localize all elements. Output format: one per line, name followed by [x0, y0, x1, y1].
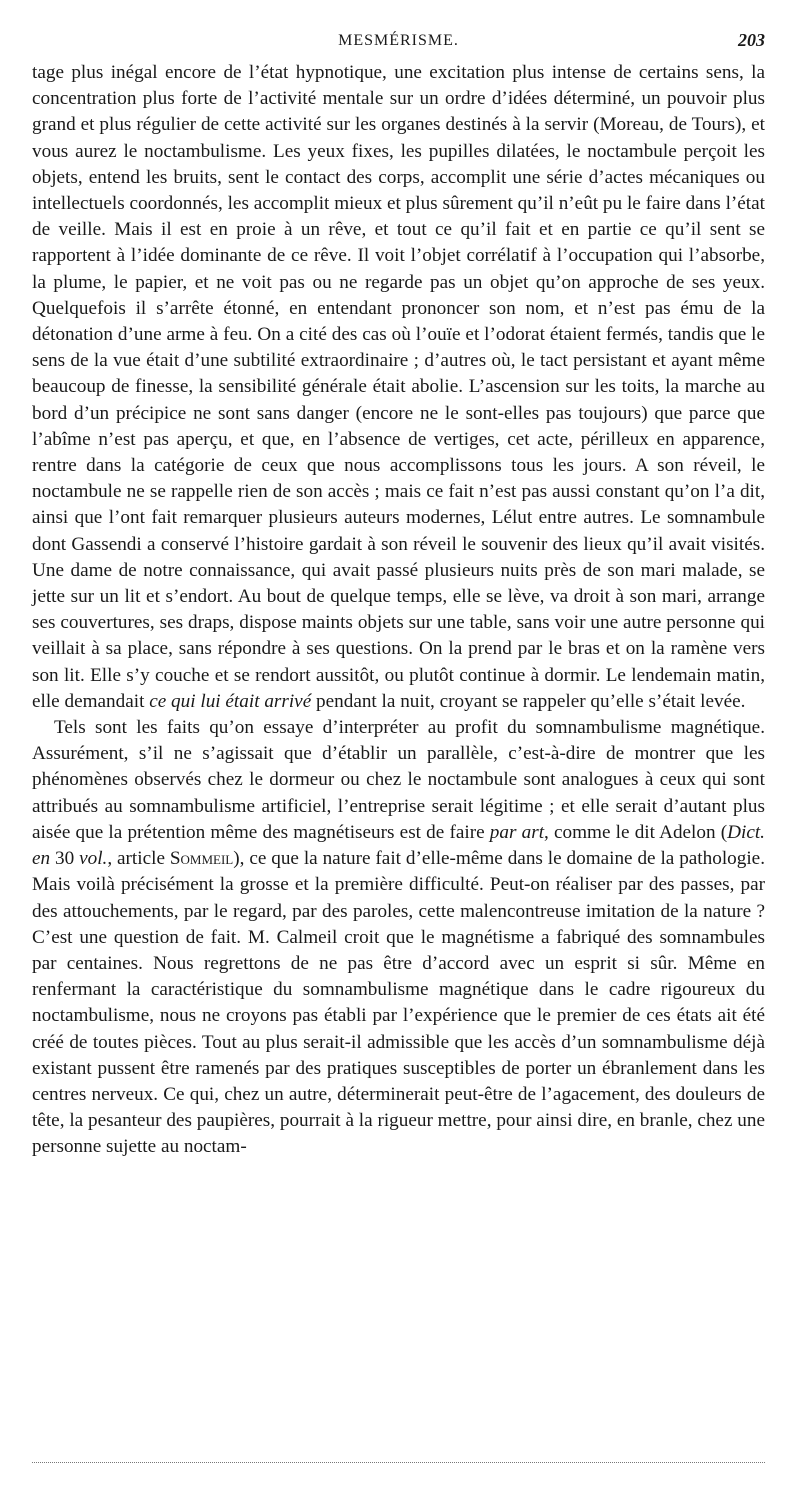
paragraph-1 — [32, 60, 765, 715]
text-segment: 30 — [50, 848, 80, 870]
running-title: MESMÉRISME. — [338, 32, 459, 49]
italic-phrase: par art — [489, 821, 545, 843]
text-segment: Tels sont les faits qu’on essaye d’interpréter au profit du somnambulisme magnétique. Assurément, s’il ne s’agissait que d’établir un parallèle, c’est-à-dire de montrer que les phénomènes observés chez le dormeur ou chez le noctambule sont analogues à ceux qui sont attribués au somnambulisme artificiel, l’entreprise serait légitime ; et elle serait d’autant plus aisée que la prétention même des magnétiseurs est de faire — [32, 717, 765, 843]
text-segment: ), ce que la nature fait d’elle-même dans le domaine de la pathologie. Mais voilà précisément la grosse et la première difficulté. Peut-on réaliser par des passes, par des attouchements, par le regard, par des paroles, cette malencontreuse imitation de la nature ? C’est une question de fait. M. Calmeil croit que le magnétisme a fabriqué des somnambules par centaines. Nous regrettons de ne pas être d’accord avec un esprit si sûr. Même en renfermant la caractéristique du somnambulisme magnétique dans le cadre rigoureux du noctambulisme, nous ne croyons pas établi par l’expérience que le premier de ces états ait été créé de toutes pièces. Tout au plus serait-il admissible que les accès d’un somnambulisme déjà existant pussent être ramenés par des pratiques susceptibles de porter un ébranlement dans les centres nerveux. Ce qui, chez un autre, déterminerait peut-être de l’agacement, des douleurs de tête, la pesanteur des paupières, pourrait à la rigueur mettre, pour ainsi dire, en branle, chez une personne sujette au noctam- — [32, 848, 765, 1158]
page-number: 203 — [738, 30, 765, 50]
text-segment: pendant la nuit, croyant se rappeler qu’elle s’était levée. — [311, 690, 746, 712]
italic-phrase: Dict. en — [32, 821, 765, 870]
italic-phrase: vol. — [79, 848, 108, 870]
smallcaps-term: Sommeil — [169, 848, 234, 870]
page-header — [32, 30, 765, 56]
text-segment: , comme le dit Adelon ( — [544, 821, 728, 843]
text-segment: tage plus inégal encore de l’état hypnotique, une excitation plus intense de certains sens, la concentration plus forte de l’activité mentale sur un ordre d’idées déterminé, un pouvoir plus grand et plus régulier de cette activité sur les organes destinés à la servir (Moreau, de Tours), et vous aurez le noctambulisme. Les yeux fixes, les pupilles dilatées, le noctambule perçoit les objets, entend les bruits, sent le contact des corps, accomplit une série d’actes mécaniques ou intellectuels coordonnés, les accomplit mieux et plus sûrement qu’il n’eût pu le faire dans l’état de veille. Mais il est en proie à un rêve, et tout ce qu’il fait et en partie ce qu’il sent se rapportent à l’idée dominante de ce rêve. Il voit l’objet corrélatif à l’occupation qui l’absorbe, la plume, le papier, et ne voit pas ou ne regarde pas un objet qu’on approche de ses yeux. Quelquefois il s’arrête étonné, en entendant prononcer son nom, et n’est pas ému de la détonation d’une arme à feu. On a cité des cas où l’ouïe et l’odorat étaient fermés, tandis que le sens de la vue était d’une subtilité extraordinaire ; d’autres où, le tact persistant et ayant même beaucoup de finesse, la sensibilité générale était abolie. L’ascension sur les toits, la marche au bord d’un précipice ne sont sans danger (encore ne le sont-elles pas toujours) que parce que l’abîme n’est pas aperçu, et que, en l’absence de vertiges, cet acte, périlleux en apparence, rentre dans la catégorie de ceux que nous accomplissons tous les jours. A son réveil, le noctambule ne se rappelle rien de son accès ; mais ce fait n’est pas aussi constant qu’on l’a dit, ainsi que l’ont fait remarquer plusieurs auteurs modernes, Lélut entre autres. Le somnambule dont Gassendi a conservé l’histoire gardait à son réveil le souvenir des lieux qu’il avait visités. Une dame de notre connaissance, qui avait passé plusieurs nuits près de son mari malade, se jette sur un lit et s’endort. Au bout de quelque temps, elle se lève, va droit à son mari, arrange ses couvertures, ses draps, dispose maints objets sur une table, sans voir une autre personne qui veillait à sa place, sans répondre à ses questions. On la prend par le bras et on la ramène vers son lit. Elle s’y couche et se rendort aussitôt, ou plutôt continue à dormir. Le lendemain matin, elle demandait — [32, 62, 765, 712]
body-text — [32, 60, 765, 1161]
paragraph-2 — [32, 715, 765, 1160]
italic-phrase: ce qui lui était arrivé — [149, 690, 312, 712]
footer-rule — [32, 1462, 765, 1463]
book-page — [32, 30, 765, 1161]
text-segment: , article — [107, 848, 170, 870]
